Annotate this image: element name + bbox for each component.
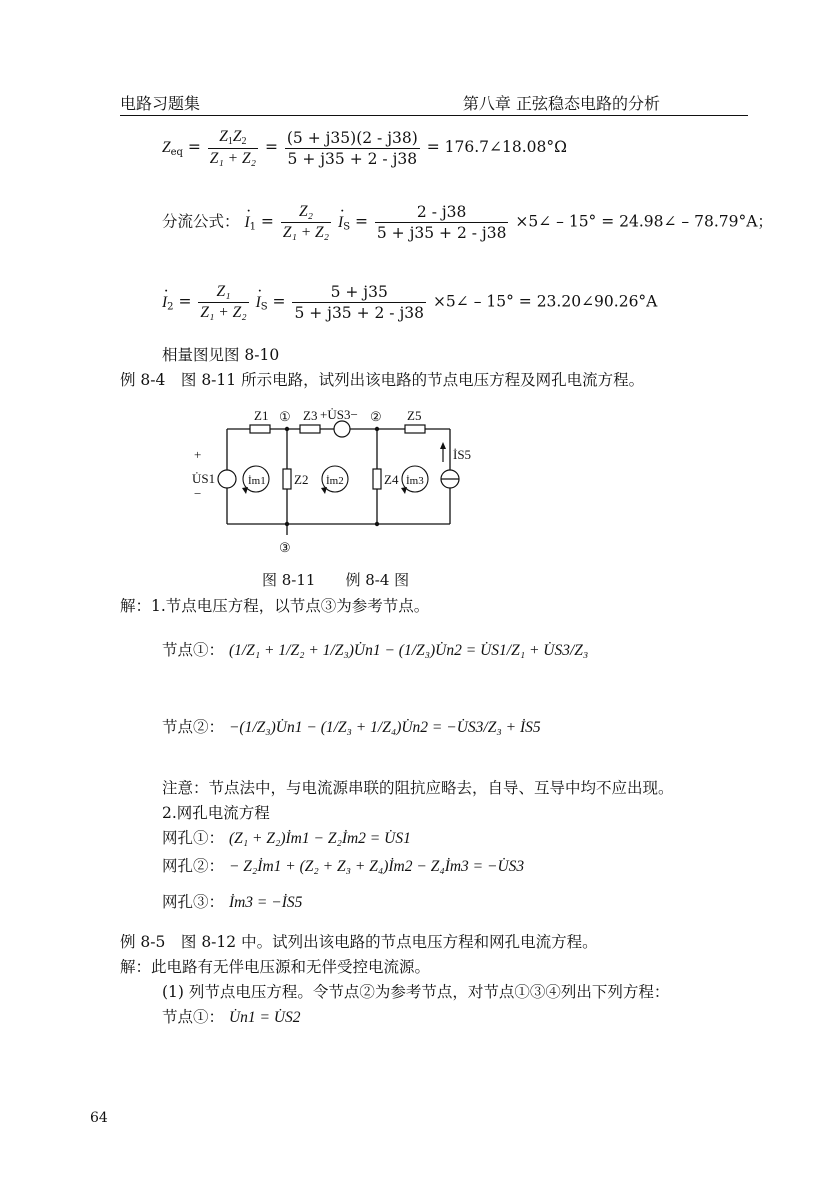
z3-label: Z3 xyxy=(303,408,318,423)
solution-1: 解：1.节点电压方程，以节点③为参考节点。 xyxy=(120,597,430,615)
mesh3-equation: 网孔③： İm3 = −İS5 xyxy=(162,893,303,911)
example-5-heading: 例 8-5 图 8-12 中。试列出该电路的节点电压方程和网孔电流方程。 xyxy=(120,933,598,951)
z3-resistor xyxy=(300,425,320,433)
i1-equation: 分流公式： · $I_1$ = $\frac{\text{Z₂}}{\text{Z₁ + Z₂}}$ · $I_S$ = $\frac{2 - j38}{5 + j35 + 2 - j38}$ ×5∠ – 15° = 24.98∠ – 78.79°A； xyxy=(162,203,773,242)
us3-label: +U̇S3− xyxy=(320,407,358,422)
node1-equation: 节点①： (1/Z₁ + 1/Z₂ + 1/Z₃)U̇n1 − (1/Z₃)U̇n2 = U̇S1/Z₁ + U̇S3/Z₃ xyxy=(162,641,589,659)
node3-label: ③ xyxy=(279,540,291,555)
figure-caption: 图 8-11 例 8-4 图 xyxy=(262,571,410,589)
z1-label: Z1 xyxy=(254,408,269,423)
page-number: 64 xyxy=(90,1110,108,1126)
circuit-diagram xyxy=(180,402,490,562)
im1-label: İm1 xyxy=(248,475,266,487)
us1-plus-label: + xyxy=(194,447,202,462)
i2-equation: · $I_2$ = $\frac{\text{Z₁}}{\text{Z₁ + Z₂}}$ · $I_S$ = $\frac{5 + j35}{5 + j35 + 2 - j38}$ ×5∠ – 15° = 23.20∠90.26°A xyxy=(162,283,657,322)
z4-label: Z4 xyxy=(384,472,399,487)
us1-label: U̇S1 xyxy=(192,471,216,486)
note-text: 注意：节点法中，与电流源串联的阻抗应略去，自导、互导中均不应出现。 xyxy=(162,779,674,797)
z5-label: Z5 xyxy=(407,408,422,423)
z2-resistor xyxy=(283,469,291,489)
node1b-equation: 节点①： U̇n1 = U̇S2 xyxy=(162,1008,301,1026)
solution-5: 解：此电路有无伴电压源和无伴受控电流源。 xyxy=(120,958,431,976)
is5-label: İS5 xyxy=(453,447,472,462)
node2-label: ② xyxy=(370,409,382,424)
node1-label: ① xyxy=(279,409,291,424)
node2-equation: 节点②： −(1/Z₃)U̇n1 − (1/Z₃ + 1/Z₄)U̇n2 = −U̇S3/Z₃ + İS5 xyxy=(162,718,541,736)
mesh1-equation: 网孔①： (Z₁ + Z₂)İm1 − Z₂İm2 = U̇S1 xyxy=(162,829,411,847)
chapter-title: 第八章 正弦稳态电路的分析 xyxy=(462,94,660,113)
us3-source-icon xyxy=(334,421,350,437)
zeq-equation: $Z_{eq}$ = $\frac{Z_1Z_2}{\text{Z₁ + Z₂}}$ = $\frac{(5 + j35)(2 - j38)}{5 + j35 + 2 - j38}$ = 176.7∠18.08°Ω xyxy=(162,128,567,168)
step-1: (1) 列节点电压方程。令节点②为参考节点，对节点①③④列出下列方程： xyxy=(162,983,670,1001)
page-header xyxy=(120,91,748,116)
z1-resistor xyxy=(250,425,270,433)
book-title: 电路习题集 xyxy=(120,94,201,113)
z4-resistor xyxy=(373,469,381,489)
z5-resistor xyxy=(405,425,425,433)
us1-minus-label: − xyxy=(194,486,202,501)
example-4-heading: 例 8-4 图 8-11 所示电路，试列出该电路的节点电压方程及网孔电流方程。 xyxy=(120,371,645,389)
im3-label: İm3 xyxy=(406,475,424,487)
mesh2-equation: 网孔②： − Z₂İm1 + (Z₂ + Z₃ + Z₄)İm2 − Z₄İm3 = −U̇S3 xyxy=(162,857,525,875)
phasor-note: 相量图见图 8-10 xyxy=(162,346,280,364)
im2-label: İm2 xyxy=(326,475,344,487)
z2-label: Z2 xyxy=(294,472,309,487)
us1-source-icon xyxy=(218,470,236,488)
mesh-title: 2.网孔电流方程 xyxy=(162,804,270,822)
